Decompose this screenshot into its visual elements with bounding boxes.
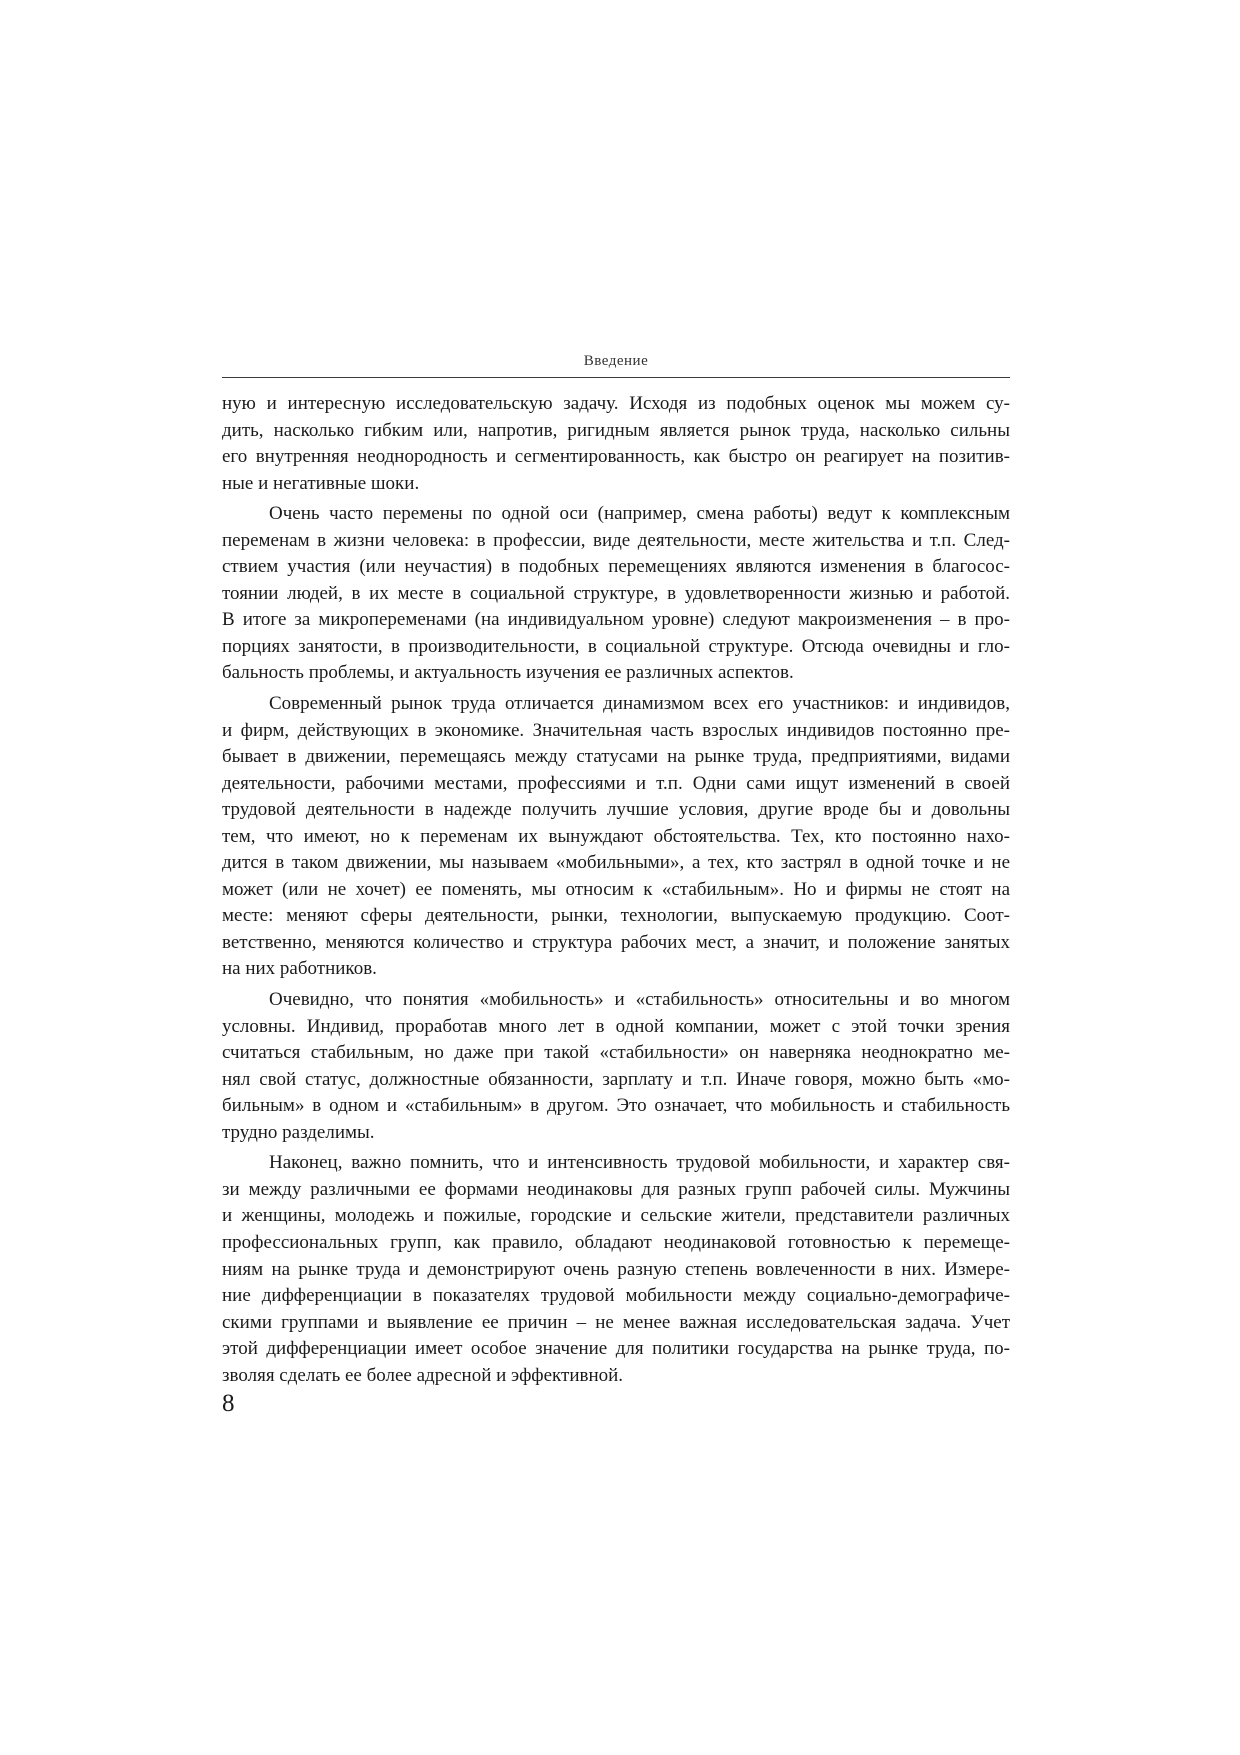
text-line: Очень часто перемены по одной оси (например, смена работы) ведут к комплексным <box>269 503 1010 525</box>
text-line: трудовой деятельности в надежде получить лучшие условия, другие вроде бы и довольны <box>222 799 1010 821</box>
text-line: и женщины, молодежь и пожилые, городские и сельские жители, представители различных <box>222 1205 1010 1227</box>
body-text <box>222 391 1010 1389</box>
text-line: зи между различными ее формами неодинаковы для разных групп рабочей силы. Мужчины <box>222 1178 1010 1200</box>
text-line: условны. Индивид, проработав много лет в одной компании, может с этой точки зрения <box>222 1015 1010 1037</box>
text-line: трудно разделимы. <box>222 1121 375 1143</box>
text-line: ветственно, меняются количество и структура рабочих мест, а значит, и положение занятых <box>222 931 1010 953</box>
text-line: порциях занятости, в производительности, в социальной структуре. Отсюда очевидны и гло- <box>222 635 1010 657</box>
text-line: дить, насколько гибким или, напротив, ригидным является рынок труда, насколько сильны <box>222 419 1010 441</box>
text-line: ние дифференциации в показателях трудовой мобильности между социально-демографиче- <box>222 1285 1010 1307</box>
text-line: В итоге за микропеременами (на индивидуальном уровне) следуют макроизменения – в про- <box>222 609 1010 631</box>
text-line: его внутренняя неоднородность и сегментированность, как быстро он реагирует на позитив- <box>222 446 1010 468</box>
running-head: Введение <box>583 353 649 369</box>
text-line: считаться стабильным, но даже при такой «стабильности» он наверняка неоднократно ме- <box>222 1042 1010 1064</box>
text-line: Современный рынок труда отличается динамизмом всех его участников: и индивидов, <box>269 693 1010 715</box>
paragraph <box>222 987 1010 1146</box>
text-line: скими группами и выявление ее причин – не менее важная исследовательская задача. Учет <box>222 1311 1010 1333</box>
text-line: может (или не хочет) ее поменять, мы относим к «стабильным». Но и фирмы не стоят на <box>222 878 1010 900</box>
text-line: переменам в жизни человека: в профессии, виде деятельности, месте жительства и т.п. След- <box>222 529 1010 551</box>
text-line: месте: меняют сферы деятельности, рынки, технологии, выпускаемую продукцию. Соот- <box>222 905 1010 927</box>
text-line: ствием участия (или неучастия) в подобных перемещениях являются изменения в благосос- <box>222 556 1010 578</box>
text-line: деятельности, рабочими местами, профессиями и т.п. Одни сами ищут изменений в своей <box>222 772 1010 794</box>
text-line: ную и интересную исследовательскую задачу. Исходя из подобных оценок мы можем су- <box>222 393 1010 414</box>
text-line: бальность проблемы, и актуальность изучения ее различных аспектов. <box>222 662 794 684</box>
text-line: на них работников. <box>222 958 377 980</box>
paragraph <box>222 391 1010 497</box>
text-line: бывает в движении, перемещаясь между статусами на рынке труда, предприятиями, видами <box>222 746 1010 768</box>
header-rule <box>222 377 1010 378</box>
text-line: Наконец, важно помнить, что и интенсивность трудовой мобильности, и характер свя- <box>269 1152 1010 1174</box>
text-line: этой дифференциации имеет особое значение для политики государства на рынке труда, по- <box>222 1338 1010 1360</box>
text-line: дится в таком движении, мы называем «мобильными», а тех, кто застрял в одной точке и не <box>222 852 1010 874</box>
text-line: нял свой статус, должностные обязанности, зарплату и т.п. Иначе говоря, можно быть «мо- <box>222 1068 1010 1090</box>
text-line: зволяя сделать ее более адресной и эффективной. <box>222 1364 624 1386</box>
text-line: бильным» в одном и «стабильным» в другом. Это означает, что мобильность и стабильность <box>222 1095 1010 1117</box>
paragraph <box>222 1150 1010 1389</box>
paragraph <box>222 501 1010 687</box>
text-line: тем, что имеют, но к переменам их вынуждают обстоятельства. Тех, кто постоянно нахо- <box>222 825 1010 847</box>
paragraph <box>222 691 1010 983</box>
page-number: 8 <box>222 1390 235 1417</box>
text-line: и фирм, действующих в экономике. Значительная часть взрослых индивидов постоянно пре- <box>222 719 1010 741</box>
text-line: ные и негативные шоки. <box>222 472 420 494</box>
text-line: Очевидно, что понятия «мобильность» и «стабильность» относительны и во многом <box>269 989 1010 1011</box>
text-line: профессиональных групп, как правило, обладают неодинаковой готовностью к перемеще- <box>222 1231 1010 1253</box>
text-line: тоянии людей, в их месте в социальной структуре, в удовлетворенности жизнью и работой. <box>222 582 1010 604</box>
text-line: ниям на рынке труда и демонстрируют очень разную степень вовлеченности в них. Измере- <box>222 1258 1010 1280</box>
